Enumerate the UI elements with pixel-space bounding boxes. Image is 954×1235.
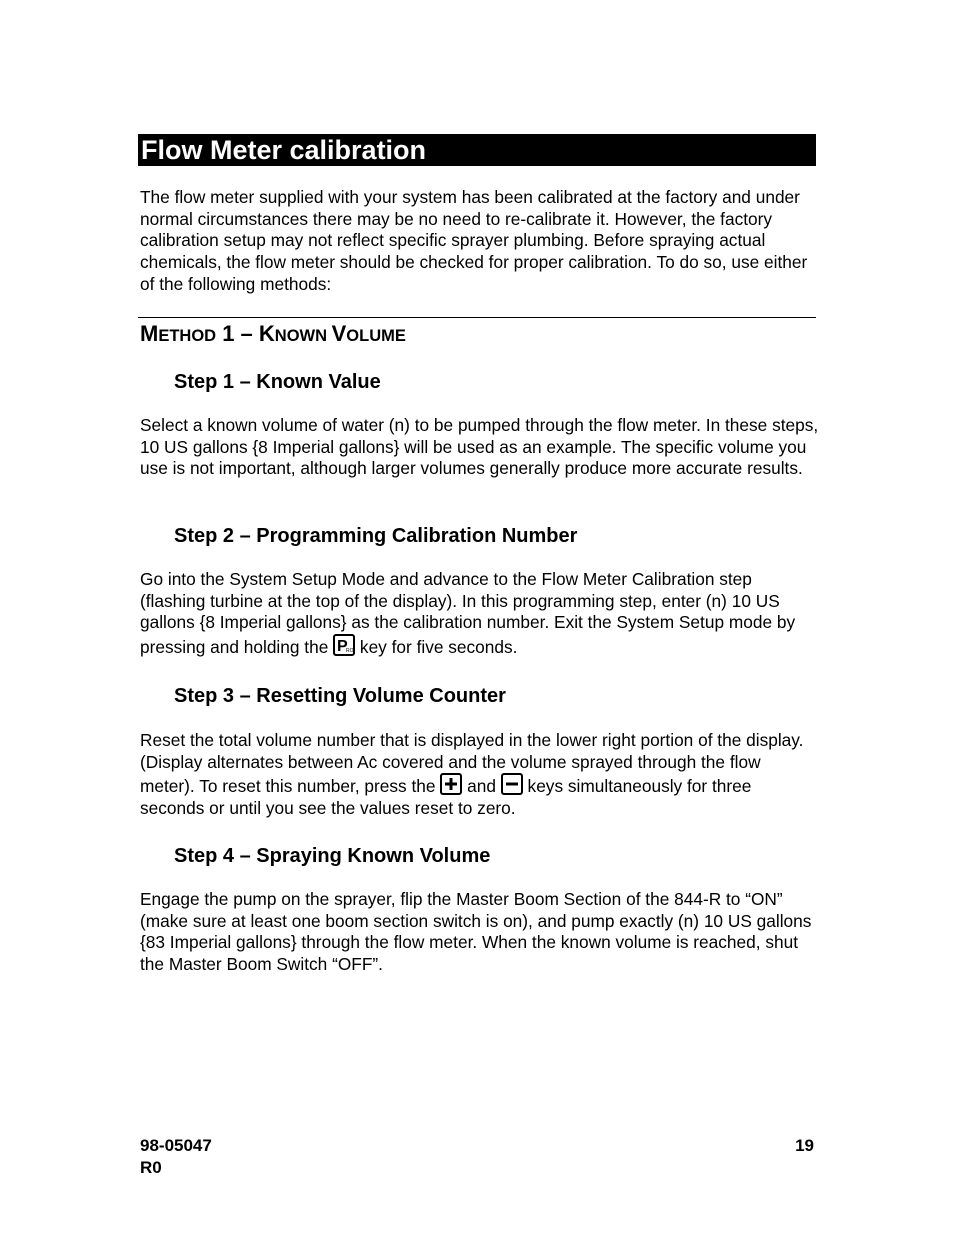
step-1-body: Select a known volume of water (n) to be pumped through the flow meter. In these steps, 10 US gallons {8 Imperial gallons} will be used as an example. The specific volume you use is not important, although larger volumes generally produce more accurate results. <box>140 415 819 479</box>
plus-key-icon <box>440 773 462 795</box>
step-3-heading: Step 3 – Resetting Volume Counter <box>174 685 506 707</box>
svg-text:P: P <box>337 638 348 655</box>
step-4-heading: Step 4 – Spraying Known Volume <box>174 845 491 867</box>
step-2-heading: Step 2 – Programming Calibration Number <box>174 525 578 547</box>
step-3-body: Reset the total volume number that is displayed in the lower right portion of the display. (Display alternates between Ac covered and the volume sprayed through the flow meter). To reset this number, press the and keys simultaneously for three seconds or until you see the values reset to zero. <box>140 730 804 819</box>
footer-page-number: 19 <box>795 1136 814 1155</box>
page-title: Flow Meter calibration <box>138 134 816 166</box>
footer-revision: R0 <box>140 1158 162 1177</box>
step-1-heading: Step 1 – Known Value <box>174 371 381 393</box>
intro-paragraph: The flow meter supplied with your system has been calibrated at the factory and under normal circumstances there may be no need to re-calibrate it. However, the factory calibration setup may not reflect specific sprayer plumbing. Before spraying actual chemicals, the flow meter should be checked for proper calibration. To do so, use either of the following methods: <box>140 187 808 294</box>
minus-key-icon <box>501 773 523 795</box>
method-heading: METHOD 1 – KNOWN VOLUME <box>140 321 406 346</box>
pro-key-icon <box>333 634 355 656</box>
footer-doc-number: 98-05047 <box>140 1136 212 1155</box>
svg-text:RO: RO <box>346 648 354 655</box>
step-4-body: Engage the pump on the sprayer, flip the Master Boom Section of the 844-R to “ON” (make sure at least one boom section switch is on), and pump exactly (n) 10 US gallons {83 Imperial gallons} through the flow meter. When the known volume is reached, shut the Master Boom Switch “OFF”. <box>140 889 812 975</box>
step-2-body: Go into the System Setup Mode and advance to the Flow Meter Calibration step (flashing turbine at the top of the display). In this programming step, enter (n) 10 US gallons {8 Imperial gallons} as the calibration number. Exit the System Setup mode by pressing and holding the P RO key for five seconds. <box>140 569 796 658</box>
section-divider <box>138 317 816 318</box>
